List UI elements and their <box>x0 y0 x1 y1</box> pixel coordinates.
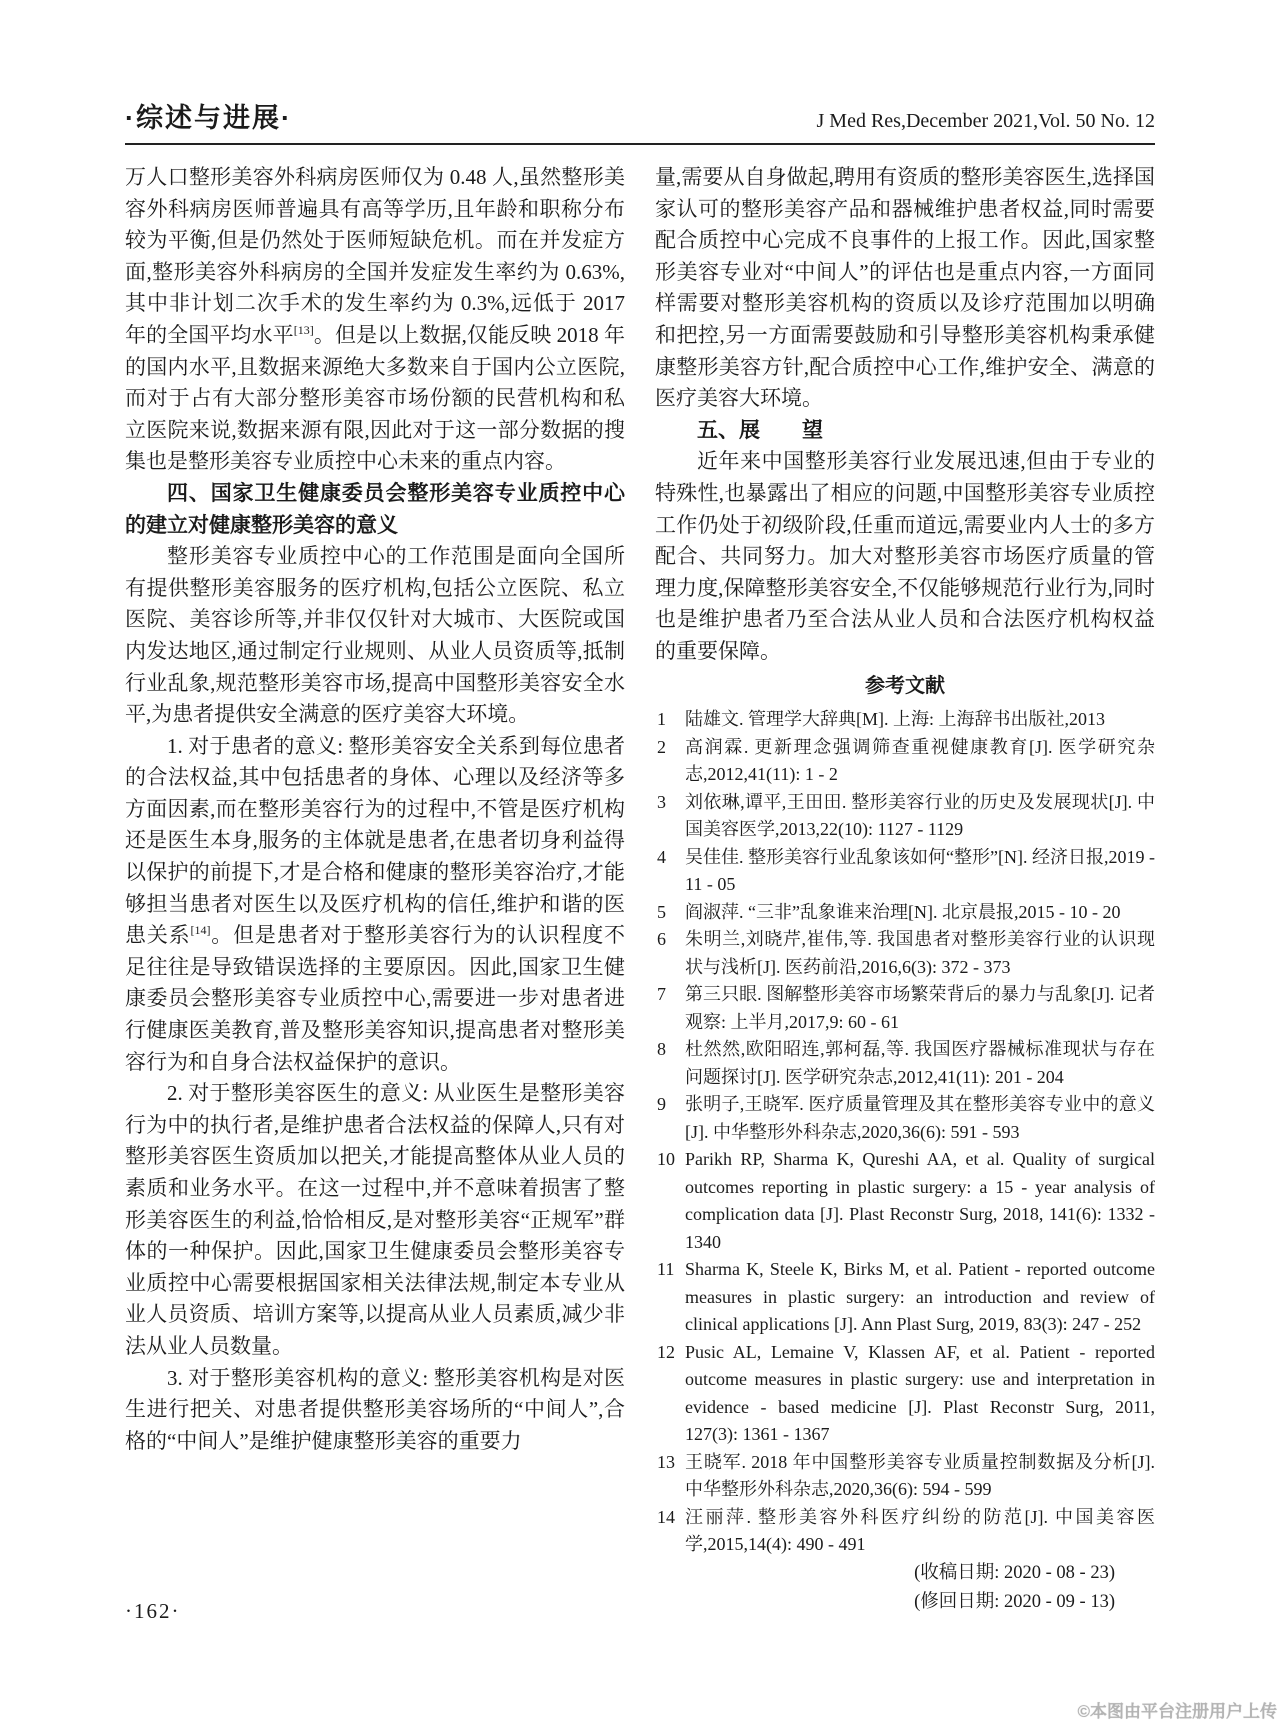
references-title: 参考文献 <box>865 674 945 697</box>
reference-number: 8 <box>657 1039 666 1060</box>
reference-text: 王晓军. 2018 年中国整形美容专业质量控制数据及分析[J]. 中华整形外科杂志,2020,36(6): 594 - 599 <box>685 1451 1155 1500</box>
paragraph: 整形美容专业质控中心的工作范围是面向全国所有提供整形美容服务的医疗机构,包括公立医院、私立医院、美容诊所等,并非仅仅针对大城市、大医院或国内发达地区,通过制定行业规则、从业人员资质等,抵制行业乱象,规范整形美容市场,提高中国整形美容安全水平,为患者提供安全满意的医疗美容大环境。 <box>125 544 625 727</box>
reference-number: 5 <box>657 901 666 922</box>
reference-text: Pusic AL, Lemaine V, Klassen AF, et al. Patient - reported outcome measures in plastic surgery: use and interpretation in evidence - based medicine [J]. Plast Reconstr Surg, 2011, 127(3): 1361 - 1367 <box>685 1341 1155 1445</box>
reference-text: 阎淑萍. “三非”乱象谁来治理[N]. 北京晨报,2015 - 10 - 20 <box>685 901 1121 922</box>
reference-number: 6 <box>657 929 666 950</box>
reference-number: 1 <box>657 709 666 730</box>
page-number: ·162· <box>125 1599 181 1623</box>
reference-text: 张明子,王晓军. 医疗质量管理及其在整形美容专业中的意义[J]. 中华整形外科杂志,2020,36(6): 591 - 593 <box>685 1094 1155 1142</box>
reference-text: 陆雄文. 管理学大辞典[M]. 上海: 上海辞书出版社,2013 <box>685 709 1105 730</box>
paragraph <box>125 731 625 1079</box>
reference-item <box>655 981 1155 1036</box>
reference-number: 2 <box>657 736 666 757</box>
reference-item <box>655 926 1155 981</box>
paragraph-text: 万人口整形美容外科病房医师仅为 0.48 人,虽然整形美容外科病房医师普遍具有高等学历,且年龄和职称分布较为平衡,但是仍然处于医师短缺危机。而在并发症方面,整形美容外科病房的全国并发症发生率约为 0.63%,其中非计划二次手术的发生率约为 0.3%,远低于 2017 年的全国平均水平 <box>125 165 625 347</box>
reference-number: 12 <box>657 1341 675 1362</box>
reference-number: 11 <box>657 1259 675 1280</box>
reference-number: 4 <box>657 846 666 867</box>
page-header <box>125 0 1155 135</box>
journal-info: J Med Res,December 2021,Vol. 50 No. 12 <box>816 110 1155 132</box>
reference-item <box>655 1504 1155 1559</box>
reference-item <box>655 734 1155 789</box>
right-column <box>655 162 1155 1618</box>
reference-item <box>655 1339 1155 1449</box>
reference-text: 朱明兰,刘晓芹,崔伟,等. 我国患者对整形美容行业的认识现状与浅析[J]. 医药前沿,2016,6(3): 372 - 373 <box>685 929 1155 977</box>
reference-item <box>655 899 1155 927</box>
paragraph: 3. 对于整形美容机构的意义: 整形美容机构是对医生进行把关、对患者提供整形美容场所的“中间人”,合格的“中间人”是维护健康整形美容的重要力 <box>125 1365 625 1453</box>
paragraph: 近年来中国整形美容行业发展迅速,但由于专业的特殊性,也暴露出了相应的问题,中国整形美容专业质控工作仍处于初级阶段,任重而道远,需要业内人士的多方配合、共同努力。加大对整形美容市场医疗质量的管理力度,保障整形美容安全,不仅能够规范行业行为,同时也是维护患者乃至合法从业人员和合法医疗机构权益的重要保障。 <box>655 449 1155 663</box>
section-label: ·综述与进展· <box>125 103 292 133</box>
paragraph-continuation: 量,需要从自身做起,聘用有资质的整形美容医生,选择国家认可的整形美容产品和器械维护患者权益,同时需要配合质控中心完成不良事件的上报工作。因此,国家整形美容专业对“中间人”的评估也是重点内容,一方面同样需要对整形美容机构的资质以及诊疗范围加以明确和把控,另一方面需要鼓励和引导整形美容机构秉承健康整形美容方针,配合质控中心工作,维护安全、满意的医疗美容大环境。 <box>655 165 1155 411</box>
reference-item <box>655 844 1155 899</box>
reference-item <box>655 1146 1155 1256</box>
upload-watermark: ©本图由平台注册用户上传 <box>1077 1702 1277 1721</box>
paragraph-continuation <box>125 162 625 478</box>
reference-text: 第三只眼. 图解整形美容市场繁荣背后的暴力与乱象[J]. 记者观察: 上半月,2017,9: 60 - 61 <box>685 984 1155 1032</box>
reference-item <box>655 1036 1155 1091</box>
reference-number: 14 <box>657 1506 675 1527</box>
paragraph-text: 。但是以上数据,仅能反映 2018 年的国内水平,且数据来源绝大多数来自于国内公立医院,而对于占有大部分整形美容市场份额的民营机构和私立医院来说,数据来源有限,因此对于这一部分数据的搜集也是整形美容专业质控中心未来的重点内容。 <box>125 322 626 474</box>
reference-text: 刘依琳,谭平,王田田. 整形美容行业的历史及发展现状[J]. 中国美容医学,2013,22(10): 1127 - 1129 <box>685 791 1155 840</box>
citation-marker-14: [14] <box>190 923 211 938</box>
paragraph-text: 1. 对于患者的意义: 整形美容安全关系到每位患者的合法权益,其中包括患者的身体、心理以及经济等多方面因素,而在整形美容行为的过程中,不管是医疗机构还是医生本身,服务的主体就是患者,在患者切身利益得以保护的前提下,才是合格和健康的整形美容治疗,才能够担当患者对医生以及医疗机构的信任,维护和谐的医患关系 <box>125 733 625 948</box>
reference-item <box>655 706 1155 734</box>
reference-number: 13 <box>657 1451 675 1472</box>
paragraph: 2. 对于整形美容医生的意义: 从业医生是整形美容行为中的执行者,是维护患者合法权益的保障人,只有对整形美容医生资质加以把关,才能提高整体从业人员的素质和业务水平。在这一过程中,并不意味着损害了整形美容医生的利益,恰恰相反,是对整形美容“正规军”群体的一种保护。因此,国家卫生健康委员会整形美容专业质控中心需要根据国家相关法律法规,制定本专业从业人员资质、培训方案等,以提高从业人员素质,减少非法从业人员数量。 <box>125 1081 625 1358</box>
reference-text: 高润霖. 更新理念强调筛查重视健康教育[J]. 医学研究杂志,2012,41(11): 1 - 2 <box>685 736 1155 785</box>
references-list <box>655 706 1155 1559</box>
reference-text: Parikh RP, Sharma K, Qureshi AA, et al. Quality of surgical outcomes reporting in plastic surgery: a 15 - year analysis of complication data [J]. Plast Reconstr Surg, 2018, 141(6): 1332 - 1340 <box>685 1149 1155 1252</box>
reference-text: 汪丽萍. 整形美容外科医疗纠纷的防范[J]. 中国美容医学,2015,14(4): 490 - 491 <box>685 1506 1155 1555</box>
reference-item <box>655 1256 1155 1339</box>
two-column-body <box>125 162 1155 1618</box>
citation-marker-13: [13] <box>293 322 314 337</box>
reference-text: Sharma K, Steele K, Birks M, et al. Patient - reported outcome measures in plastic surgery: an introduction and review of clinical applications [J]. Ann Plast Surg, 2019, 83(3): 247 - 252 <box>685 1259 1155 1335</box>
reference-item <box>655 1091 1155 1146</box>
reference-number: 10 <box>657 1149 675 1170</box>
reference-number: 3 <box>657 791 666 812</box>
reference-item <box>655 1449 1155 1504</box>
left-column <box>125 162 625 1618</box>
reference-number: 7 <box>657 984 666 1005</box>
received-date: (收稿日期: 2020 - 08 - 23) <box>914 1562 1115 1583</box>
reference-text: 杜然然,欧阳昭连,郭柯磊,等. 我国医疗器械标准现状与存在问题探讨[J]. 医学研究杂志,2012,41(11): 201 - 204 <box>685 1039 1155 1087</box>
header-rule <box>125 143 1155 145</box>
paragraph-text: 。但是患者对于整形美容行为的认识程度不足往往是导致错误选择的主要原因。因此,国家卫生健康委员会整形美容专业质控中心,需要进一步对患者进行健康医美教育,普及整形美容知识,提高患者对整形美容行为和自身合法权益保护的意识。 <box>125 923 626 1074</box>
section-heading-5: 五、展 望 <box>697 418 823 442</box>
reference-item <box>655 789 1155 844</box>
section-heading-4: 四、国家卫生健康委员会整形美容专业质控中心的建立对健康整形美容的意义 <box>125 481 625 537</box>
revised-date: (修回日期: 2020 - 09 - 13) <box>914 1592 1115 1613</box>
reference-number: 9 <box>657 1094 666 1115</box>
reference-text: 吴佳佳. 整形美容行业乱象该如何“整形”[N]. 经济日报,2019 - 11 - 05 <box>685 846 1155 895</box>
